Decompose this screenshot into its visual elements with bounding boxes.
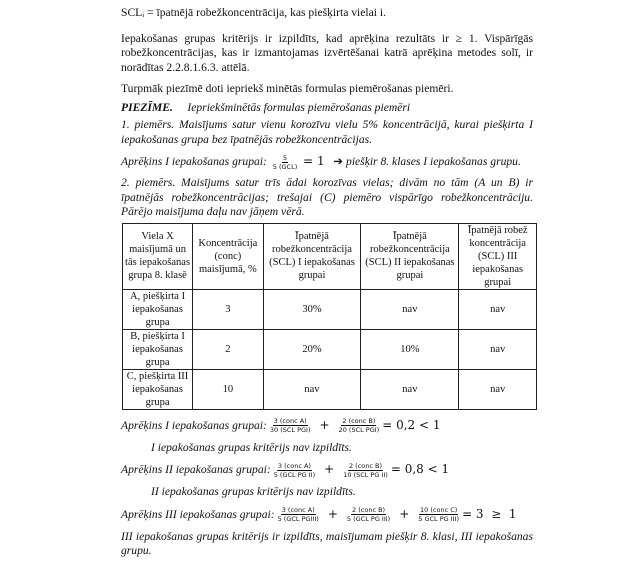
plus: + — [324, 462, 335, 476]
denominator: 10 (SCL PG II) — [343, 470, 388, 479]
table-cell: nav — [361, 369, 459, 409]
table-cell: B, piešķirta I iepakošanas grupa — [123, 329, 193, 369]
numerator: 10 (conc C) — [420, 506, 458, 515]
result: = 0,2 < 1 — [382, 417, 441, 432]
calc3 — [121, 504, 533, 525]
table-header: Īpatnējā robežkoncentrācija (SCL) II iepakošanas grupai — [361, 223, 459, 289]
table-cell: 3 — [193, 289, 264, 329]
table-cell: C, piešķirta III iepakošanas grupa — [123, 369, 193, 409]
calc1 — [121, 415, 533, 436]
criterion-paragraph: Iepakošanas grupas kritērijs ir izpildīts, kad aprēķina rezultāts ir ≥ 1. Vispārīgās robežkoncentrācijas, kas ir izmantojamas izvērtēšanai katrā aprēķina metodes solī, ir norādītas 2.2.8.1.6.3. attēlā. — [121, 31, 533, 74]
numerator: 2 (conc B) — [348, 461, 383, 470]
result: = 1 — [303, 154, 325, 168]
table-cell: A, piešķirta I iepakošanas grupa — [123, 289, 193, 329]
table-header: Koncentrācija (conc) maisījumā, % — [193, 223, 264, 289]
note-label: PIEZĪME. — [121, 100, 173, 114]
intro-paragraph: Turpmāk piezīmē doti iepriekš minētās formulas piemērošanas piemēri. — [121, 82, 454, 95]
calc-label: Aprēķins I iepakošanas grupai: — [121, 155, 267, 168]
example2-text: 2. piemērs. Maisījums satur trīs ādai korozīvas vielas; divām no tām (A un B) ir īpatnējās robežkoncentrācijas; trešajai (C) piemēro vispārīgo robežkoncentrāciju. Pārējo maisījuma daļu nav jāņem vērā. — [121, 176, 533, 218]
denominator: 30 (SCL PGI) — [269, 426, 311, 435]
calc3-conclusion: III iepakošanas grupas kritērijs ir izpildīts, maisījumam piešķir 8. klasi, III iepakošanas grupu. — [121, 529, 533, 557]
fraction — [346, 506, 391, 523]
numerator: 3 (conc A) — [277, 461, 311, 470]
result: = 3 ≥ 1 — [462, 506, 517, 521]
numerator: 2 (conc B) — [342, 417, 376, 426]
table-cell: nav — [459, 329, 537, 369]
denominator: 5 (GCL) — [272, 162, 298, 171]
plus: + — [327, 506, 338, 521]
document-page — [121, 0, 533, 567]
table-cell: 20% — [263, 329, 361, 369]
table-cell: 30% — [263, 289, 361, 329]
table-header: Viela X maisījumā un tās iepakošanas grupa 8. klasē — [123, 223, 193, 289]
calc-label: Aprēķins I iepakošanas grupai: — [121, 418, 267, 432]
table-header-row — [123, 223, 537, 289]
calc1-conclusion: I iepakošanas grupas kritērijs nav izpildīts. — [151, 440, 352, 454]
fraction — [417, 506, 460, 523]
denominator: 5 (GCL PG II) — [273, 470, 316, 479]
calc-label: Aprēķins III iepakošanas grupai: — [121, 507, 275, 521]
table-cell: 2 — [193, 329, 264, 369]
substances-table — [122, 223, 537, 410]
numerator: 2 (conc B) — [352, 506, 386, 515]
denominator: 5 (GCL PG III) — [346, 515, 391, 524]
table-row — [123, 369, 537, 409]
table-cell: nav — [361, 289, 459, 329]
result: = 0,8 < 1 — [390, 462, 450, 476]
scl-definition: SCLᵢ = īpatnējā robežkoncentrācija, kas piešķirta vielai i. — [121, 6, 387, 19]
note-heading — [121, 101, 533, 116]
denominator: 5 (GCL PGIII) — [277, 515, 319, 524]
calc-label: Aprēķins II iepakošanas grupai: — [121, 463, 271, 476]
fraction — [269, 417, 312, 434]
table-header: Īpatnējā robež koncentrācija (SCL) III iepakošanas grupai — [459, 223, 537, 289]
denominator: 20 (SCL PGI) — [338, 426, 380, 435]
denominator: 5 GCL PG III) — [418, 515, 460, 524]
numerator: 5 — [282, 153, 288, 162]
plus: + — [319, 417, 330, 432]
table-header: Īpatnējā robežkoncentrācija (SCL) I iepakošanas grupai — [263, 223, 361, 289]
table-cell: nav — [459, 369, 537, 409]
table-cell: nav — [459, 289, 537, 329]
example1-text: 1. piemērs. Maisījums satur vienu korozīvu vielu 5% koncentrācijā, kurai piešķirta I iepakošanas grupa bez īpatnējās robežkoncentrācijas. — [121, 118, 533, 146]
note-title: Iepriekšminētās formulas piemērošanas piemēri — [187, 100, 411, 114]
fraction — [272, 154, 298, 171]
numerator: 3 (conc A) — [273, 417, 307, 426]
fraction — [277, 506, 320, 523]
fraction — [342, 462, 389, 479]
conclusion: piešķir 8. klases I iepakošanas grupu. — [346, 155, 521, 168]
table-cell: 10 — [193, 369, 264, 409]
table-row — [123, 289, 537, 329]
calc2 — [121, 459, 533, 480]
fraction — [273, 462, 316, 479]
plus: + — [399, 506, 410, 521]
table-row — [123, 329, 537, 369]
calc2-conclusion: II iepakošanas grupas kritērijs nav izpildīts. — [151, 485, 356, 498]
example1-calc — [121, 151, 533, 172]
numerator: 3 (conc A) — [281, 506, 315, 515]
fraction — [338, 417, 381, 434]
arrow-right-icon: ➔ — [333, 155, 344, 168]
table-cell: 10% — [361, 329, 459, 369]
table-cell: nav — [263, 369, 361, 409]
